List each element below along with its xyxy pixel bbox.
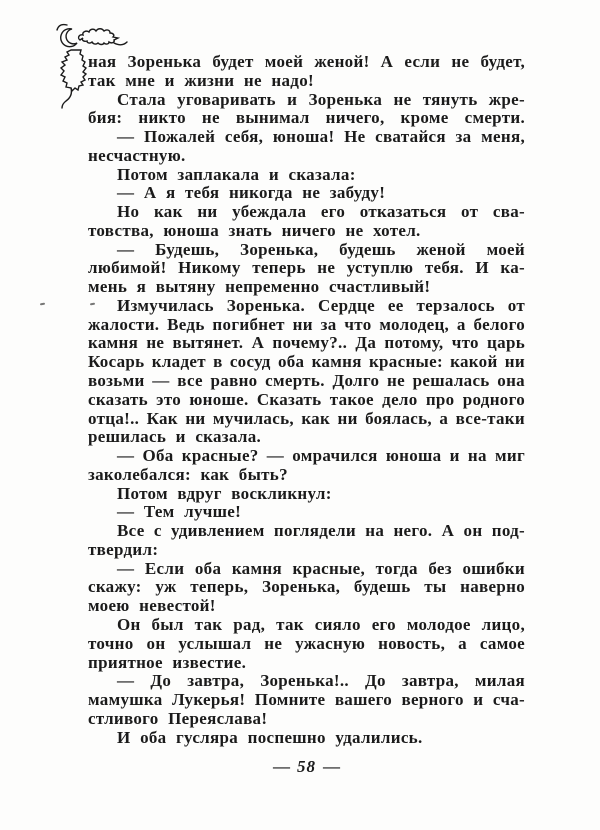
text-line: Потом вдруг воскликнул:: [117, 483, 332, 503]
text-line: приятное известие.: [88, 652, 247, 672]
text-line: — Пожалей себя, юноша! Не сватайся за меня,: [117, 127, 525, 147]
text-line: Потом заплакала и сказала:: [117, 164, 356, 184]
text-line: мень я вытяну непременно счастливый!: [88, 277, 431, 297]
text-line: стливого Переяслава!: [88, 708, 268, 728]
text-line: точно он услышал не ужасную новость, а самое: [88, 633, 525, 653]
text-line: Он был так рад, так сияло его молодое лицо,: [117, 614, 525, 634]
leaf-icon: [61, 50, 86, 91]
text-line: Косарь кладет в сосуд оба камня красные: какой ни: [88, 352, 525, 372]
text-line: И оба гусляра поспешно удалились.: [117, 727, 423, 747]
text-line: — Если оба камня красные, тогда без ошибки: [117, 558, 525, 578]
text-line: Но как ни убеждала его отказаться от сва-: [117, 202, 525, 222]
text-line: товства, юноша знать ничего не хотел.: [88, 220, 421, 240]
text-line: любимой! Никому теперь не уступлю тебя. И ка-: [88, 258, 525, 278]
text-line: ная Зоренька будет моей женой! А если не будет,: [88, 52, 525, 71]
text-line: так мне и жизни не надо!: [88, 70, 314, 90]
text-line: — Будешь, Зоренька, будешь женой моей: [117, 239, 525, 259]
text-line: камня не вытянет. А почему?.. Да потому, что царь: [88, 333, 525, 353]
text-line: несчастную.: [88, 145, 186, 165]
text-line: заколебался: как быть?: [88, 464, 288, 484]
cloud-tail-stroke: [114, 42, 127, 45]
text-line: Стала уговаривать и Зоренька не тянуть жре-: [117, 89, 525, 109]
text-block: [88, 53, 525, 747]
text-line: скажу: уж теперь, Зоренька, будешь ты наверно: [88, 577, 525, 597]
text-line: Все с удивлением поглядели на него. А он под-: [117, 521, 525, 541]
text-line: Измучилась Зоренька. Сердце ее терзалось от: [117, 295, 525, 315]
text-line: мамушка Лукерья! Помните вашего верного и сча-: [88, 690, 525, 710]
page-number: [88, 757, 525, 777]
text-line: жалости. Ведь погибнет ни за что молодец, а белого: [88, 314, 525, 334]
cloud-icon: [79, 29, 118, 45]
leaf-stem-stroke: [62, 88, 71, 108]
scan-artifact-mark: [40, 303, 45, 306]
text-line: моею невестой!: [88, 596, 216, 616]
text-line: решилась и сказала.: [88, 427, 262, 447]
text-line: твердил:: [88, 539, 159, 559]
page-number-value: 58: [297, 757, 316, 776]
text-line: — А я тебя никогда не забуду!: [117, 183, 386, 203]
text-line: — До завтра, Зоренька!.. До завтра, милая: [117, 671, 525, 691]
page-number-dash-right: —: [323, 757, 340, 776]
text-line: — Тем лучше!: [117, 502, 242, 522]
page-number-dash-left: —: [273, 757, 290, 776]
text-line: бия: никто не вынимал ничего, кроме смерти.: [88, 108, 525, 128]
text-line: сказать это юноше. Сказать такое дело про родного: [88, 389, 525, 409]
text-line: возьми — все равно смерть. Долго не решалась она: [88, 371, 525, 391]
crescent-moon-icon: [61, 29, 77, 47]
text-line: — Оба красные? — омрачился юноша и на миг: [117, 446, 525, 466]
text-line: отца!.. Как ни мучилась, как ни боялась, а все-таки: [88, 408, 525, 428]
